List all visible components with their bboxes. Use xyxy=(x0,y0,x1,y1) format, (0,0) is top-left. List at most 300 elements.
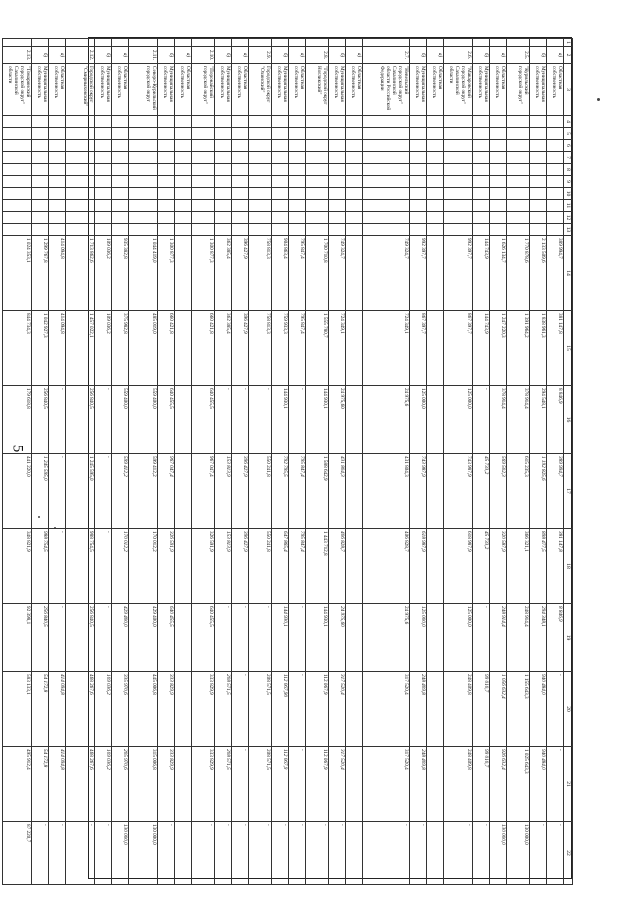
table-cell xyxy=(410,140,427,152)
table-cell: 315 006,8 xyxy=(129,747,158,822)
table-cell: 378 914,4 xyxy=(507,386,530,454)
row-name-cell: "Невельский городской округ" Сахалинской области Российской Федерации xyxy=(363,64,410,116)
table-cell: 396 427,9 xyxy=(232,311,249,386)
table-cell xyxy=(490,39,507,47)
table-cell xyxy=(95,200,112,212)
table-cell xyxy=(232,224,249,236)
table-cell: 99 010,7 xyxy=(473,672,490,747)
table-cell: 317 520,4 xyxy=(363,672,410,747)
table-cell: 24 975,6 xyxy=(363,604,410,672)
table-cell xyxy=(232,188,249,200)
table-cell xyxy=(444,116,473,128)
table-cell xyxy=(215,39,232,47)
table-cell xyxy=(490,140,507,152)
table-cell xyxy=(95,188,112,200)
table-cell xyxy=(530,224,547,236)
row-name-cell: Городской округ "Смирныховский" xyxy=(66,64,95,116)
table-row xyxy=(129,39,158,885)
table-cell xyxy=(306,200,329,212)
table-cell xyxy=(129,212,158,224)
table-cell xyxy=(346,311,363,386)
table-cell: 935 382,8 xyxy=(112,236,129,311)
table-cell xyxy=(507,188,530,200)
table-cell: 45 733,2 xyxy=(473,454,490,529)
table-cell: 795 847,4 xyxy=(289,311,306,386)
table-row xyxy=(444,39,473,885)
table-cell xyxy=(49,152,66,164)
table-cell xyxy=(3,39,32,47)
table-cell xyxy=(3,176,32,188)
table-row xyxy=(192,39,215,885)
table-cell: 208 571,5 xyxy=(249,672,272,747)
table-cell: 362 385,4 xyxy=(215,311,232,386)
table-cell: 170 012,2 xyxy=(112,529,129,604)
table-cell: - xyxy=(289,386,306,454)
row-code-cell: а) xyxy=(427,47,444,64)
table-cell xyxy=(346,176,363,188)
column-header: 21 xyxy=(564,747,573,822)
table-cell: 362 385,4 xyxy=(215,236,232,311)
table-cell: 1 299 767,8 xyxy=(32,236,49,311)
table-cell xyxy=(249,200,272,212)
table-cell: 125 000,0 xyxy=(444,386,473,454)
table-cell xyxy=(530,152,547,164)
table-cell: 795 847,4 xyxy=(289,236,306,311)
table-cell xyxy=(215,200,232,212)
table-cell xyxy=(272,164,289,176)
table-cell xyxy=(158,140,175,152)
table-cell xyxy=(175,152,192,164)
table-cell: 406 828,7 xyxy=(363,529,410,604)
table-cell: 381 147,8 xyxy=(547,311,564,386)
table-cell xyxy=(158,152,175,164)
table-cell xyxy=(129,152,158,164)
table-cell xyxy=(3,116,32,128)
table-cell: - xyxy=(66,822,95,885)
table-cell: - xyxy=(249,386,272,454)
column-header: 10 xyxy=(564,188,573,200)
table-cell: 378 914,4 xyxy=(490,386,507,454)
table-cell: 1 056 632,4 xyxy=(490,672,507,747)
row-name-cell: Муниципальная собственность xyxy=(473,64,490,116)
table-cell: 109 036,2 xyxy=(95,672,112,747)
table-cell: 640 455,5 xyxy=(158,386,175,454)
table-cell: - xyxy=(329,822,346,885)
table-cell: 326 591,9 xyxy=(158,529,175,604)
table-cell xyxy=(329,39,346,47)
table-cell xyxy=(410,39,427,47)
row-code-cell: 2.10. xyxy=(192,47,215,64)
row-name-cell: Областная собственность xyxy=(490,64,507,116)
table-cell xyxy=(249,212,272,224)
table-cell xyxy=(444,128,473,140)
table-cell: 640 455,5 xyxy=(192,604,215,672)
table-cell: - xyxy=(547,822,564,885)
table-cell xyxy=(530,200,547,212)
table-cell xyxy=(272,200,289,212)
table-cell xyxy=(410,164,427,176)
table-cell: 87 220,7 xyxy=(3,822,32,885)
row-code-cell: 2.5. xyxy=(507,47,530,64)
table-cell xyxy=(289,188,306,200)
table-cell: 396 427,9 xyxy=(232,454,249,529)
table-cell xyxy=(346,152,363,164)
table-cell xyxy=(32,116,49,128)
table-cell xyxy=(346,212,363,224)
rotated-table-wrapper xyxy=(7,38,573,880)
table-cell: 396 427,9 xyxy=(232,236,249,311)
table-cell xyxy=(215,128,232,140)
row-name-cell: Областная собственность xyxy=(346,64,363,116)
column-header: 20 xyxy=(564,672,573,747)
table-cell xyxy=(249,188,272,200)
table-cell: 1 247 220,3 xyxy=(490,311,507,386)
table-cell xyxy=(427,386,444,454)
table-cell: 248 409,8 xyxy=(444,672,473,747)
table-cell: 1 044 419,0 xyxy=(129,236,158,311)
table-cell xyxy=(329,152,346,164)
table-cell: 54 172,8 xyxy=(32,747,49,822)
table-cell: 256 840,5 xyxy=(32,604,49,672)
table-cell xyxy=(112,200,129,212)
table-cell xyxy=(95,39,112,47)
table-cell: 112 067,9 xyxy=(306,747,329,822)
table-cell: 1 155 643,3 xyxy=(507,672,530,747)
table-cell: 441 220,0 xyxy=(3,454,32,529)
table-cell xyxy=(112,140,129,152)
table-row xyxy=(158,39,175,885)
row-name-cell: Областная собственность xyxy=(427,64,444,116)
table-cell: 1 300 877,3 xyxy=(192,236,215,311)
table-cell: 1 626 134,7 xyxy=(490,236,507,311)
table-cell xyxy=(215,176,232,188)
table-cell: 445 006,8 xyxy=(129,672,158,747)
table-cell: 904 863,4 xyxy=(272,236,289,311)
table-cell: - xyxy=(49,386,66,454)
table-cell: 381 147,8 xyxy=(547,529,564,604)
table-cell: 248 409,8 xyxy=(444,747,473,822)
table-cell: - xyxy=(95,529,112,604)
table-cell: 583 133,1 xyxy=(3,672,32,747)
table-cell xyxy=(129,200,158,212)
table-cell xyxy=(427,224,444,236)
table-cell: 144 930,1 xyxy=(272,386,289,454)
table-row xyxy=(346,39,363,885)
table-cell xyxy=(272,140,289,152)
table-cell xyxy=(410,116,427,128)
table-header-row xyxy=(564,39,573,885)
table-cell xyxy=(249,128,272,140)
table-cell xyxy=(329,128,346,140)
table-cell xyxy=(66,152,95,164)
table-cell: - xyxy=(410,822,427,885)
table-cell xyxy=(490,212,507,224)
table-cell xyxy=(112,128,129,140)
table-cell xyxy=(175,224,192,236)
table-cell: 940 484,0 xyxy=(530,672,547,747)
column-header: 7 xyxy=(564,152,573,164)
table-cell xyxy=(3,200,32,212)
table-cell xyxy=(427,236,444,311)
table-cell xyxy=(427,604,444,672)
table-cell xyxy=(232,164,249,176)
table-cell xyxy=(32,152,49,164)
table-cell xyxy=(175,236,192,311)
table-cell xyxy=(175,164,192,176)
table-cell xyxy=(490,152,507,164)
table-cell xyxy=(95,140,112,152)
column-header: 13 xyxy=(564,224,573,236)
table-cell: - xyxy=(95,604,112,672)
table-cell xyxy=(363,212,410,224)
table-row xyxy=(232,39,249,885)
row-code-cell: б) xyxy=(473,47,490,64)
table-cell xyxy=(112,176,129,188)
table-cell: 144 930,1 xyxy=(306,604,329,672)
table-cell xyxy=(530,116,547,128)
table-cell: 1 713 862,6 xyxy=(66,236,95,311)
table-cell xyxy=(192,152,215,164)
table-cell xyxy=(175,188,192,200)
table-cell xyxy=(306,212,329,224)
table-cell xyxy=(192,39,215,47)
table-row xyxy=(112,39,129,885)
table-cell: 647 865,4 xyxy=(272,529,289,604)
table-cell xyxy=(66,140,95,152)
table-cell: - xyxy=(530,822,547,885)
table-cell: 333 829,9 xyxy=(158,672,175,747)
table-cell xyxy=(363,164,410,176)
scan-speck xyxy=(597,98,600,101)
table-cell: 898 477,5 xyxy=(530,529,547,604)
table-cell xyxy=(363,224,410,236)
table-cell xyxy=(530,128,547,140)
table-cell: 294 548,1 xyxy=(530,386,547,454)
table-cell: - xyxy=(473,604,490,672)
table-cell: 248 409,8 xyxy=(410,672,427,747)
table-cell xyxy=(363,140,410,152)
table-cell: 153 813,9 xyxy=(215,529,232,604)
row-name-cell: Городской округ "Охинский" xyxy=(249,64,272,116)
table-cell xyxy=(112,164,129,176)
table-cell xyxy=(490,188,507,200)
row-code-cell: 2.12. xyxy=(66,47,95,64)
table-cell xyxy=(473,128,490,140)
table-cell xyxy=(32,39,49,47)
table-cell: 317 520,4 xyxy=(329,747,346,822)
table-cell xyxy=(427,39,444,47)
table-cell: - xyxy=(215,822,232,885)
table-row xyxy=(289,39,306,885)
table-cell: 112 067,9 xyxy=(272,747,289,822)
table-cell xyxy=(175,747,192,822)
table-row xyxy=(530,39,547,885)
table-cell xyxy=(329,176,346,188)
table-cell: 414 094,8 xyxy=(49,672,66,747)
table-cell xyxy=(346,236,363,311)
table-cell: 389 994,7 xyxy=(547,236,564,311)
table-cell xyxy=(192,224,215,236)
table-cell: - xyxy=(272,822,289,885)
table-cell xyxy=(547,164,564,176)
table-cell xyxy=(530,140,547,152)
row-name-cell: Областная собственность xyxy=(289,64,306,116)
table-cell: 92 398,1 xyxy=(3,604,32,672)
table-cell xyxy=(272,176,289,188)
table-cell xyxy=(530,176,547,188)
table-row xyxy=(547,39,564,885)
row-name-cell: Областная собственность xyxy=(232,64,249,116)
table-cell: 758 813,3 xyxy=(249,236,272,311)
table-cell: 317 520,4 xyxy=(363,747,410,822)
row-code-cell: б) xyxy=(272,47,289,64)
table-cell xyxy=(192,176,215,188)
row-name-cell: Муниципальная собственность xyxy=(158,64,175,116)
table-cell: - xyxy=(232,747,249,822)
table-cell xyxy=(192,128,215,140)
table-cell xyxy=(49,212,66,224)
row-code-cell: а) xyxy=(49,47,66,64)
table-cell: - xyxy=(232,604,249,672)
table-cell xyxy=(490,176,507,188)
table-cell xyxy=(444,39,473,47)
table-cell xyxy=(232,116,249,128)
column-header: 16 xyxy=(564,386,573,454)
row-code-cell: а) xyxy=(346,47,363,64)
table-cell: 414 094,8 xyxy=(49,311,66,386)
table-cell xyxy=(306,39,329,47)
table-cell xyxy=(232,212,249,224)
table-row xyxy=(473,39,490,885)
table-cell: - xyxy=(473,386,490,454)
table-cell xyxy=(410,152,427,164)
table-cell: 988 754,5 xyxy=(32,529,49,604)
table-cell: 599 412,2 xyxy=(112,454,129,529)
table-cell: 24 975,6 xyxy=(363,386,410,454)
table-cell xyxy=(490,116,507,128)
table-cell xyxy=(3,188,32,200)
table-cell xyxy=(306,164,329,176)
table-cell: 550 241,8 xyxy=(249,529,272,604)
table-cell xyxy=(3,140,32,152)
table-cell xyxy=(249,224,272,236)
table-cell xyxy=(363,152,410,164)
table-cell xyxy=(3,152,32,164)
table-cell: 758 813,3 xyxy=(249,311,272,386)
table-cell: 485 019,0 xyxy=(129,311,158,386)
table-cell xyxy=(329,140,346,152)
table-cell xyxy=(507,212,530,224)
table-cell: 348 821,9 xyxy=(3,529,32,604)
table-row xyxy=(215,39,232,885)
table-cell xyxy=(49,140,66,152)
column-header: 11 xyxy=(564,200,573,212)
table-cell: 431 804,3 xyxy=(329,454,346,529)
row-code-cell: б) xyxy=(530,47,547,64)
table-cell xyxy=(49,188,66,200)
table-cell: 724 349,1 xyxy=(329,311,346,386)
table-cell: 208 571,5 xyxy=(249,747,272,822)
table-cell xyxy=(363,128,410,140)
table-cell xyxy=(158,164,175,176)
table-cell: 468 267,6 xyxy=(66,747,95,822)
table-cell xyxy=(329,188,346,200)
table-cell xyxy=(158,176,175,188)
table-cell: 256 840,5 xyxy=(66,604,95,672)
table-cell: 495 912,4 xyxy=(3,747,32,822)
table-cell xyxy=(95,164,112,176)
table-cell xyxy=(289,152,306,164)
table-cell: 599 412,2 xyxy=(129,454,158,529)
table-cell xyxy=(215,188,232,200)
table-cell: 112 067,90 xyxy=(272,672,289,747)
row-code-cell: 2.13. xyxy=(3,47,32,64)
table-cell: 1 588 642,9 xyxy=(306,454,329,529)
row-name-cell: Муниципальная собственность xyxy=(272,64,289,116)
table-cell: 431 804,3 xyxy=(363,454,410,529)
table-cell xyxy=(507,116,530,128)
row-name-cell: Муниципальная собственность xyxy=(95,64,112,116)
table-cell xyxy=(427,311,444,386)
table-cell xyxy=(306,116,329,128)
table-cell xyxy=(232,128,249,140)
table-cell: - xyxy=(289,747,306,822)
row-name-cell: Муниципальная собственность xyxy=(32,64,49,116)
table-cell xyxy=(306,140,329,152)
table-cell xyxy=(232,152,249,164)
table-cell: 429 400,0 xyxy=(112,604,129,672)
table-cell: 743 987,9 xyxy=(444,454,473,529)
table-cell xyxy=(66,39,95,47)
table-cell xyxy=(175,311,192,386)
table-cell xyxy=(473,200,490,212)
table-cell: 170 012,2 xyxy=(129,529,158,604)
table-row xyxy=(49,39,66,885)
row-code-cell: 2.11. xyxy=(129,47,158,64)
table-cell xyxy=(49,39,66,47)
table-cell: 759 933,3 xyxy=(272,311,289,386)
table-cell xyxy=(427,529,444,604)
table-cell xyxy=(410,176,427,188)
column-header: 19 xyxy=(564,604,573,672)
column-header: 8 xyxy=(564,164,573,176)
table-cell xyxy=(272,212,289,224)
table-cell xyxy=(129,164,158,176)
table-cell xyxy=(175,176,192,188)
table-cell xyxy=(427,152,444,164)
table-cell: 618 987,9 xyxy=(410,529,427,604)
table-cell xyxy=(192,188,215,200)
table-cell: 130 000,0 xyxy=(112,822,129,885)
row-name-cell: Областная собственность xyxy=(112,64,129,116)
table-cell: 867 397,7 xyxy=(410,311,427,386)
table-cell xyxy=(363,188,410,200)
table-cell: 256 840,5 xyxy=(66,386,95,454)
table-cell: - xyxy=(232,386,249,454)
table-cell xyxy=(158,128,175,140)
table-row xyxy=(507,39,530,885)
table-cell xyxy=(473,164,490,176)
table-cell: 1 024 353,1 xyxy=(3,236,32,311)
table-cell xyxy=(346,386,363,454)
table-cell xyxy=(346,164,363,176)
table-cell: 112 067,9 xyxy=(306,672,329,747)
table-cell xyxy=(547,116,564,128)
table-row xyxy=(66,39,95,885)
table-cell xyxy=(346,454,363,529)
table-cell xyxy=(346,224,363,236)
table-cell: - xyxy=(49,822,66,885)
